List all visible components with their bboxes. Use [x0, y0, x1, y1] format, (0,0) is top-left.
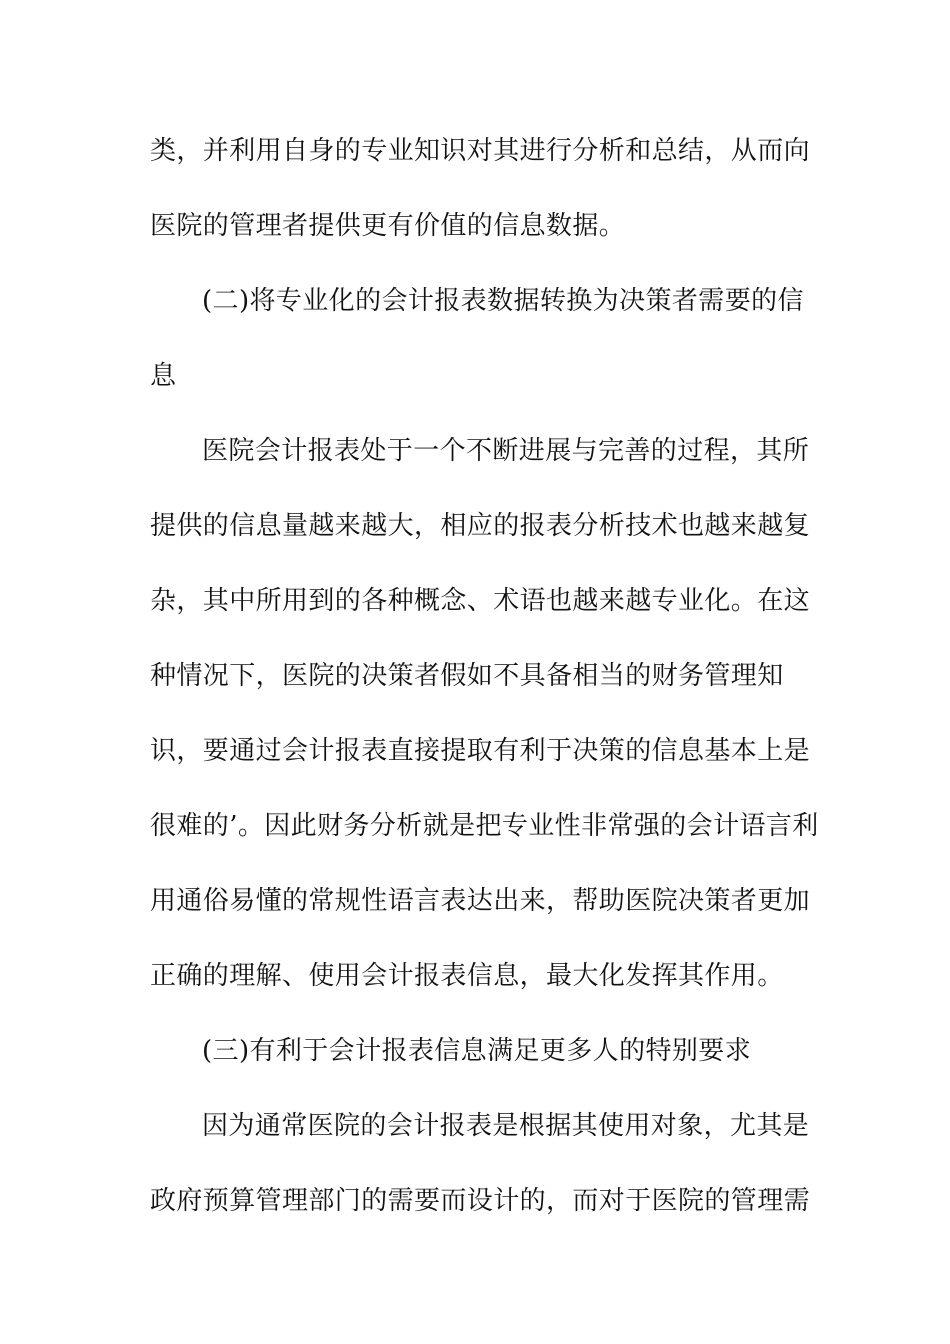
section-heading: (三)有利于会计报表信息满足更多人的特别要求 [202, 1036, 752, 1066]
text-line: 政府预算管理部门的需要而设计的，而对于医院的管理需 [150, 1186, 811, 1216]
text-line: 杂，其中所用到的各种概念、术语也越来越专业化。在这 [150, 586, 811, 616]
text-line: 提供的信息量越来越大，相应的报表分析技术也越来越复 [150, 511, 811, 541]
section-heading-continued: 息 [150, 361, 177, 391]
text-line: 医院的管理者提供更有价值的信息数据。 [150, 211, 626, 241]
section-heading: (二)将专业化的会计报表数据转换为决策者需要的信 [202, 286, 804, 316]
text-line: 很难的’。因此财务分析就是把专业性非常强的会计语言利 [150, 811, 819, 841]
text-line: 类，并利用自身的专业知识对其进行分析和总结，从而向 [150, 136, 811, 166]
text-line: 因为通常医院的会计报表是根据其使用对象，尤其是 [202, 1111, 810, 1141]
text-line: 种情况下，医院的决策者假如不具备相当的财务管理知 [150, 661, 784, 691]
text-line: 正确的理解、使用会计报表信息，最大化发挥其作用。 [150, 961, 784, 991]
text-line: 医院会计报表处于一个不断进展与完善的过程，其所 [202, 436, 810, 466]
text-line: 用通俗易懂的常规性语言表达出来，帮助医院决策者更加 [150, 886, 811, 916]
text-line: 识，要通过会计报表直接提取有利于决策的信息基本上是 [150, 736, 811, 766]
